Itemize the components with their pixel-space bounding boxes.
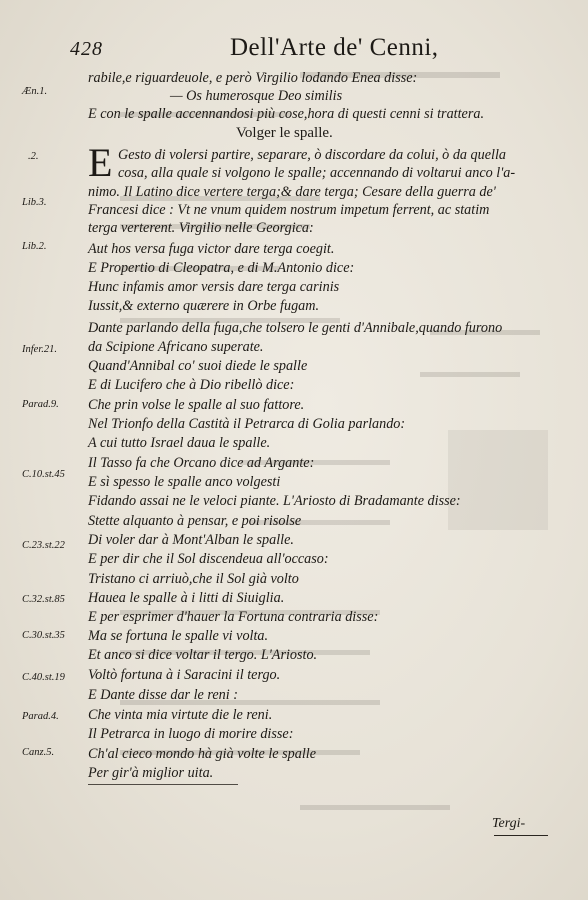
text-line: Voltò fortuna à i Saracini il tergo. [88,667,281,683]
text-line: Francesi dice : Vt ne vnum quidem nostrum impetum ferrent, ac statim [88,202,490,218]
text-line: E con le spalle accennandosi più cose,hora di questi cenni si trattera. [88,106,485,122]
margin-note: Parad.9. [22,399,59,410]
margin-note: C.23.st.22 [22,540,65,551]
text-line: nimo. Il Latino dice vertere terga;& dare terga; Cesare della guerra de' [88,184,496,200]
text-line: Ch'al cieco mondo hà già volte le spalle [88,746,317,762]
margin-note: Parad.4. [22,711,59,722]
text-line: Che vinta mia virtute die le reni. [88,707,273,723]
section-heading: Volger le spalle. [236,125,333,141]
text-line: Nel Trionfo della Castità il Petrarca di Golia parlando: [88,416,406,432]
text-line: Di voler dar à Mont'Alban le spalle. [88,532,294,548]
text-line: Fidando assai ne le veloci piante. L'Ariosto di Bradamante disse: [88,493,461,509]
drop-cap: E [88,140,113,185]
margin-note: Canz.5. [22,747,55,758]
text-line: Hauea le spalle à i litti di Siuiglia. [88,590,285,606]
margin-note: C.32.st.85 [22,594,65,605]
margin-note: .2. [28,151,39,162]
text-line: Hunc infamis amor versis dare terga carinis [88,279,340,295]
margin-note: C.30.st.35 [22,630,65,641]
text-line: Che prin volse le spalle al suo fattore. [88,397,305,413]
catchword: Tergi- [492,816,526,831]
text-line: E sì spesso le spalle anco volgesti [88,474,281,490]
text-line: terga verterent. Virgilio nelle Georgica: [88,220,314,236]
text-line: Aut hos versa fuga victor dare terga coegit. [88,241,335,257]
text-line: — Os humerosque Deo similis [170,88,343,104]
text-line: Il Petrarca in luogo di morire disse: [88,726,294,742]
text-line: Iussit,& externo quærere in Orbe fugam. [88,298,320,314]
running-title: Dell'Arte de' Cenni, [230,34,439,61]
margin-note: Lib.3. [22,197,47,208]
text-line: Per gir'à miglior uita. [88,765,214,781]
text-line: Gesto di volersi partire, separare, ò discordare da colui, ò da quella [118,147,507,163]
margin-note: Æn.1. [22,86,48,97]
text-line: cosa, alla quale si volgono le spalle; accennando di voltarui anco l'a- [118,165,516,181]
text-line: E di Lucifero che à Dio ribellò dice: [88,377,295,393]
text-line: Tristano ci arriuò,che il Sol già volto [88,571,299,587]
text-line: A cui tutto Israel daua le spalle. [88,435,271,451]
page-header [70,32,540,66]
margin-note: Lib.2. [22,241,47,252]
margin-note: C.10.st.45 [22,469,65,480]
text-line: rabile,e riguardeuole, e però Virgilio lodando Enea disse: [88,70,418,86]
catchword-underline [494,835,548,836]
underline-mark [88,784,238,785]
text-line: E Propertio di Cleopatra, e di M.Antonio dice: [88,260,355,276]
text-line: Et anco si dice voltar il tergo. L'Ariosto. [88,647,318,663]
text-line: E per esprimer d'hauer la Fortuna contraria disse: [88,609,379,625]
margin-note: Infer.21. [22,344,57,355]
text-line: Il Tasso fa che Orcano dice ad Argante: [88,455,315,471]
page-number: 428 [70,38,103,60]
margin-note: C.40.st.19 [22,672,65,683]
text-line: Ma se fortuna le spalle vi volta. [88,628,269,644]
text-line: Stette alquanto à pensar, e poi risolse [88,513,302,529]
text-line: E Dante disse dar le reni : [88,687,238,703]
text-line: Quand'Annibal co' suoi diede le spalle [88,358,308,374]
text-line: Dante parlando della fuga,che tolsero le genti d'Annibale,quando furono [88,320,503,336]
text-line: da Scipione Africano superate. [88,339,264,355]
text-line: E per dir che il Sol discendeua all'occaso: [88,551,329,567]
